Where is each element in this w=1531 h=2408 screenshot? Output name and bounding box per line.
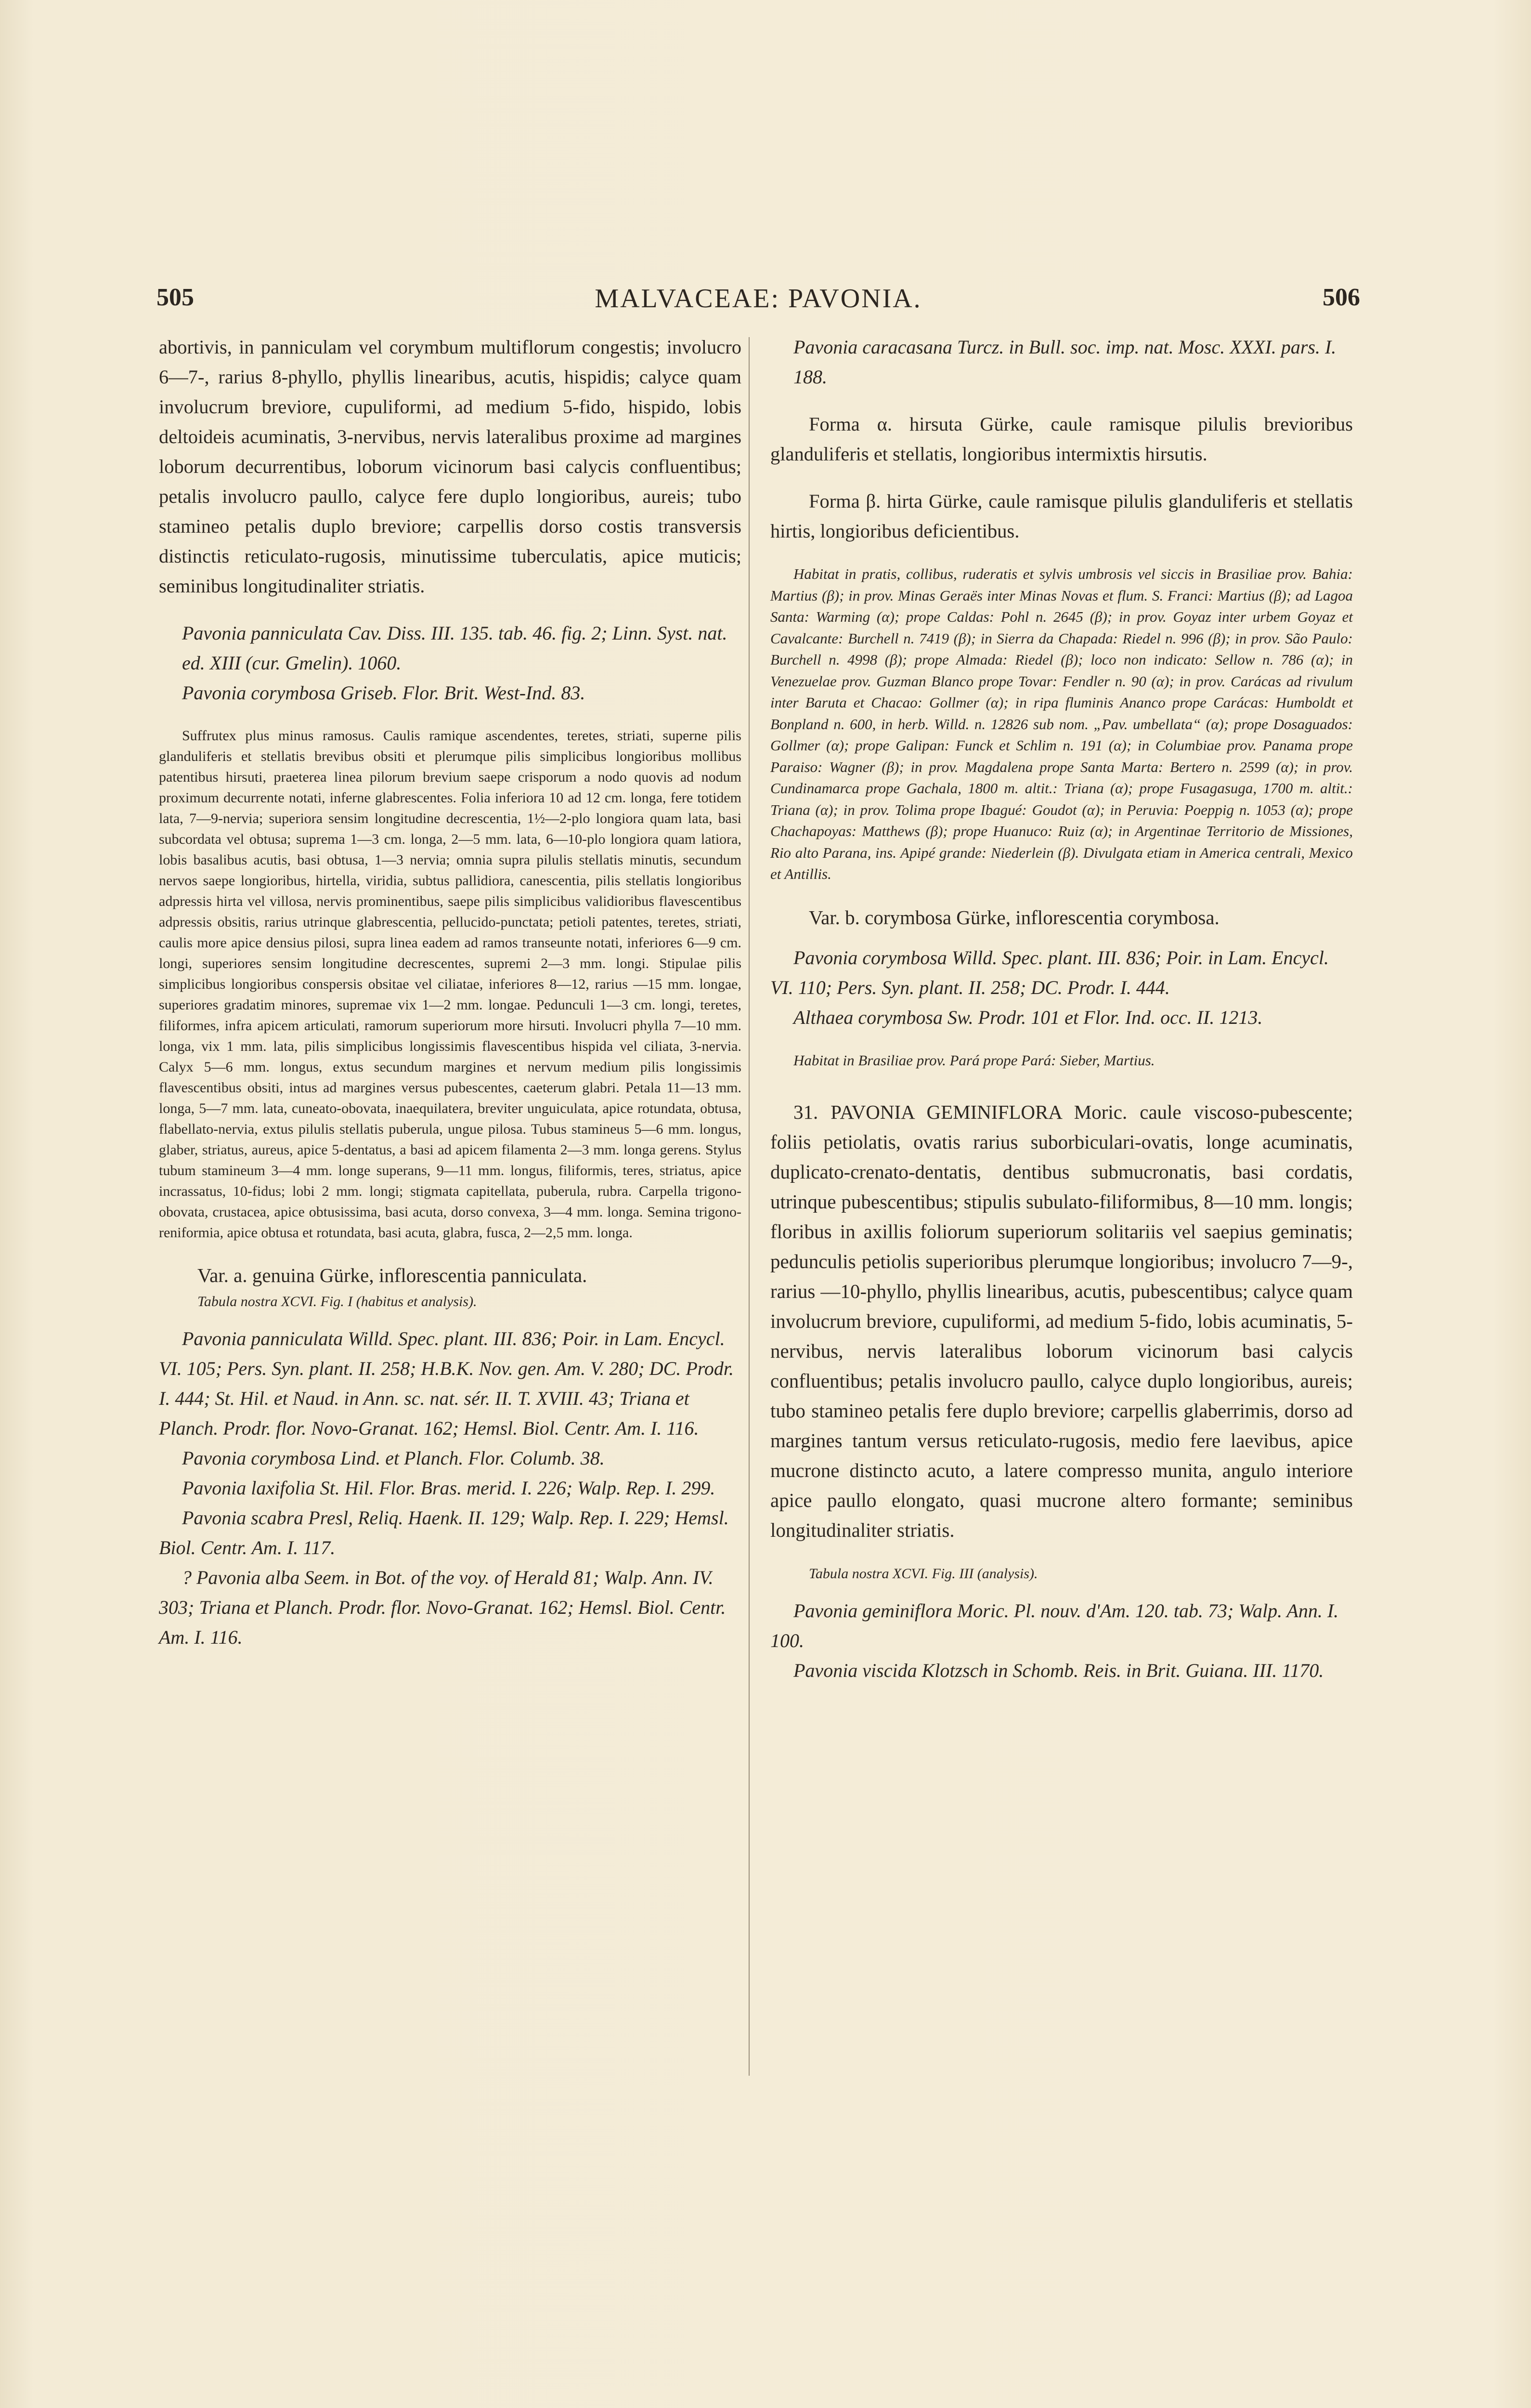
synonym-entry: Pavonia caracasana Turcz. in Bull. soc. imp. nat. Mosc. XXXI. pars. I. 188.	[793, 336, 1336, 388]
synonym-entry: Pavonia corymbosa Griseb. Flor. Brit. West-Ind. 83.	[182, 682, 585, 704]
synonym-entry: ? Pavonia alba Seem. in Bot. of the voy. of Herald 81; Walp. Ann. IV. 303; Triana et Planch. Prodr. flor. Novo-Granat. 162; Hemsl. Biol. Centr. Am. I. 116.	[159, 1567, 726, 1648]
synonym-entry: Pavonia corymbosa Willd. Spec. plant. III. 836; Poir. in Lam. Encycl. VI. 110; Pers. Syn. plant. II. 258; DC. Prodr. I. 444.	[770, 946, 1329, 998]
plate-reference: Tabula nostra XCVI. Fig. I (habitus et analysis).	[197, 1294, 477, 1309]
forma-beta: Forma β. hirta Gürke, caule ramisque pilulis glanduliferis et stellatis hirtis, longioribus deficientibus.	[770, 490, 1353, 542]
plate-reference: Tabula nostra XCVI. Fig. III (analysis).	[809, 1566, 1038, 1582]
synonym-entry: Pavonia laxifolia St. Hil. Flor. Bras. merid. I. 226; Walp. Rep. I. 299.	[182, 1477, 715, 1499]
page-header	[156, 283, 1360, 322]
synonym-entry: Pavonia viscida Klotzsch in Schomb. Reis. in Brit. Guiana. III. 1170.	[793, 1660, 1324, 1681]
variety-heading: Var. a. genuina Gürke, inflorescentia panniculata.	[197, 1264, 587, 1286]
synonym-entry: Pavonia panniculata Cav. Diss. III. 135. tab. 46. fig. 2; Linn. Syst. nat. ed. XIII (cur. Gmelin). 1060.	[182, 622, 727, 674]
left-column	[159, 332, 741, 1652]
synonym-entry: Pavonia panniculata Willd. Spec. plant. III. 836; Poir. in Lam. Encycl. VI. 105; Pers. Syn. plant. II. 258; H.B.K. Nov. gen. Am. V. 280; DC. Prodr. I. 444; St. Hil. et Naud. in Ann. sc. nat. sér. II. T. XVIII. 43; Triana et Planch. Prodr. flor. Novo-Granat. 162; Hemsl. Biol. Centr. Am. I. 116.	[159, 1328, 734, 1439]
synonym-entry: Pavonia geminiflora Moric. Pl. nouv. d'Am. 120. tab. 73; Walp. Ann. I. 100.	[770, 1600, 1339, 1651]
synonym-entry: Pavonia corymbosa Lind. et Planch. Flor. Columb. 38.	[182, 1447, 605, 1469]
diagnosis-paragraph: abortivis, in panniculam vel corymbum multiflorum congestis; involucro 6—7-, rarius 8-phyllo, phyllis linearibus, acutis, hispidis; calyce quam involucrum breviore, cupuliformi, ad medium 5-fido, hispido, lobis deltoideis acuminatis, 3-nervibus, nervis lateralibus proxime ad margines loborum decurrentibus, loborum vicinorum basi calycis confluentibus; petalis involucro paullo, calyce fere duplo longioribus, aureis; tubo stamineo petalis duplo breviore; carpellis dorso costis transversis distinctis reticulato-rugosis, minutissime tuberculatis, apice muticis; seminibus longitudinaliter striatis.	[159, 336, 741, 597]
right-column	[770, 332, 1353, 1686]
description-paragraph: Suffrutex plus minus ramosus. Caulis ramique ascendentes, teretes, striati, superne pilis glanduliferis et stellatis brevibus obsiti et plerumque pilis simplicibus longioribus mollibus patentibus hirsuti, praeterea linea pilorum brevium saepe crisporum a nodo quovis ad nodum proximum decurrente notati, inferne glabrescentes. Folia inferiora 10 ad 12 cm. longa, fere totidem lata, 7—9-nervia; superiora sensim longitudine decrescentia, 1½—2-plo longiora quam lata, basi subcordata vel obtusa; suprema 1—3 cm. longa, 2—5 mm. lata, 6—10-plo longiora quam latiora, lobis basalibus acutis, basi obtusa, 1—3 nervia; omnia supra pilulis stellatis minutis, secundum nervos saepe longioribus, hirtella, viridia, subtus pallidiora, canescentia, pilis stellatis longioribus adpressis hirta vel villosa, nervis prominentibus, saepe pilis simplicibus validioribus flavescentibus adpressis obsitis, rarius utrinque glabrescentia, pellucido-punctata; petioli patentes, teretes, striati, caulis more apice densius pilosi, supra linea eadem ad ramos transeunte notati, inferiores 6—9 cm. longi, superiores sensim longitudine decrescentes, supremi 2—3 mm. longi. Stipulae pilis simplicibus longioribus conspersis obsitae vel ciliatae, inferiores 8—12, rarius —15 mm. longae, superiores gradatim minores, supremae vix 1—2 mm. longae. Pedunculi 1—3 cm. longi, teretes, filiformes, infra apicem articulati, ramorum superiorum more hirsuti. Involucri phylla 7—10 mm. longa, vix 1 mm. lata, pilis simplicibus longissimis flavescentibus hispida vel ciliata, 3-nervia. Calyx 5—6 mm. longus, extus secundum margines et nervum medium pilis longissimis flavescentibus obsiti, intus ad margines versus pubescentes, caeterum glabri. Petala 11—13 mm. longa, 5—7 mm. lata, cuneato-obovata, inaequilatera, breviter unguiculata, apice rotundata, obtusa, flabellato-nervia, extus pilulis stellatis puberula, ungue pilosa. Tubus stamineus 5—6 mm. longus, glaber, striatus, aureus, apice 5-dentatus, a basi ad apicem filamenta 2—3 mm. longa gerens. Stylus tubum stamineum 3—4 mm. longe superans, 9—11 mm. longus, filiformis, teres, striatus, apice incrassatus, 10-fidus; lobi 2 mm. longi; stigmata capitellata, puberula, rubra. Carpella trigono-obovata, crustacea, apice obtusissima, basi acuta, dorso convexa, 3—4 mm. longa. Semina trigono-reniformia, apice obtusa et rotundata, basi acuta, glabra, fusca, 2—2,5 mm. longa.	[159, 728, 741, 1241]
page-number-right: 506	[1323, 284, 1360, 311]
variety-heading: Var. b. corymbosa Gürke, inflorescentia corymbosa.	[809, 906, 1220, 929]
page-number-left: 505	[156, 284, 194, 311]
synonym-entry: Pavonia scabra Presl, Reliq. Haenk. II. 129; Walp. Rep. I. 229; Hemsl. Biol. Centr. Am. I. 117.	[159, 1507, 729, 1558]
species-31-diagnosis: 31. PAVONIA GEMINIFLORA Moric. caule viscoso-pubescente; foliis petiolatis, ovatis rarius suborbiculari-ovatis, longe acuminatis, duplicato-crenato-dentatis, dentibus submucronatis, basi cordatis, utrinque pubescentibus; stipulis subulato-filiformibus, 8—10 mm. longis; floribus in axillis foliorum superiorum solitariis vel saepius geminatis; pedunculis petiolis superioribus plerumque longioribus; involucro 7—9-, rarius —10-phyllo, phyllis linearibus, acutis, pubescentibus; calyce quam involucrum breviore, cupuliformi, ad medium 5-fido, lobis acuminatis, 5-nervibus, nervis lateralibus loborum vicinorum basi calycis confluentibus; petalis involucro paullo, calyce duplo longioribus, aureis; tubo stamineo petalis fere duplo breviore; carpellis glaberrimis, dorso ad margines tantum versus reticulato-rugosis, medio fere laevibus, apice mucrone distincto acuto, a latere compresso munita, angulo interiore apice paullo elongato, quasi mucrone altero formante; seminibus longitudinaliter striatis.	[770, 1101, 1353, 1541]
synonym-entry: Althaea corymbosa Sw. Prodr. 101 et Flor. Ind. occ. II. 1213.	[793, 1006, 1263, 1028]
habitat-paragraph: Habitat in pratis, collibus, ruderatis et sylvis umbrosis vel siccis in Brasiliae prov. Bahia: Martius (β); in prov. Minas Geraës inter Minas Novas et flum. S. Franci: Martius (β); ad Lagoa Santa: Warming (α); prope Caldas: Pohl n. 2645 (β); in prov. Goyaz inter urbem Goyaz et Cavalcante: Burchell n. 7419 (β); in Sierra da Chapada: Riedel n. 996 (β); in prov. São Paulo: Burchell n. 4998 (β); prope Almada: Riedel (β); loco non indicato: Sellow n. 786 (α); in Venezuelae prov. Guzman Blanco prope Tovar: Fendler n. 90 (α); in prov. Carácas ad rivulum inter Baruta et Chacao: Gollmer (α); in ripa fluminis Ananco prope Carácas: Humboldt et Bonpland n. 600, in herb. Willd. n. 12826 sub nom. „Pav. umbellata“ (α); prope Dosaguados: Gollmer (α); prope Galipan: Funck et Schlim n. 191 (α); in Columbiae prov. Panama prope Paraiso: Wagner (β); in prov. Magdalena prope Santa Marta: Bertero n. 2599 (α); in prov. Cundinamarca prope Gachala, 1800 m. altit.: Triana (α); prope Fusagasuga, 1700 m. altit.: Triana (α); in prov. Tolima prope Ibagué: Goudot (α); in Peruvia: Poeppig n. 1053 (α); prope Chachapoyas: Matthews (β); prope Huanuco: Ruiz (α); in Argentinae Territorio de Missiones, Rio alto Parana, ins. Apipé grande: Niederlein (β). Divulgata etiam in America centrali, Mexico et Antillis.	[770, 565, 1353, 882]
habitat-paragraph: Habitat in Brasiliae prov. Pará prope Pará: Sieber, Martius.	[793, 1051, 1155, 1069]
forma-alpha: Forma α. hirsuta Gürke, caule ramisque pilulis brevioribus glanduliferis et stellatis, longioribus intermixtis hirsutis.	[770, 413, 1353, 465]
running-title: MALVACEAE: PAVONIA.	[595, 284, 922, 314]
column-divider	[749, 337, 750, 2076]
